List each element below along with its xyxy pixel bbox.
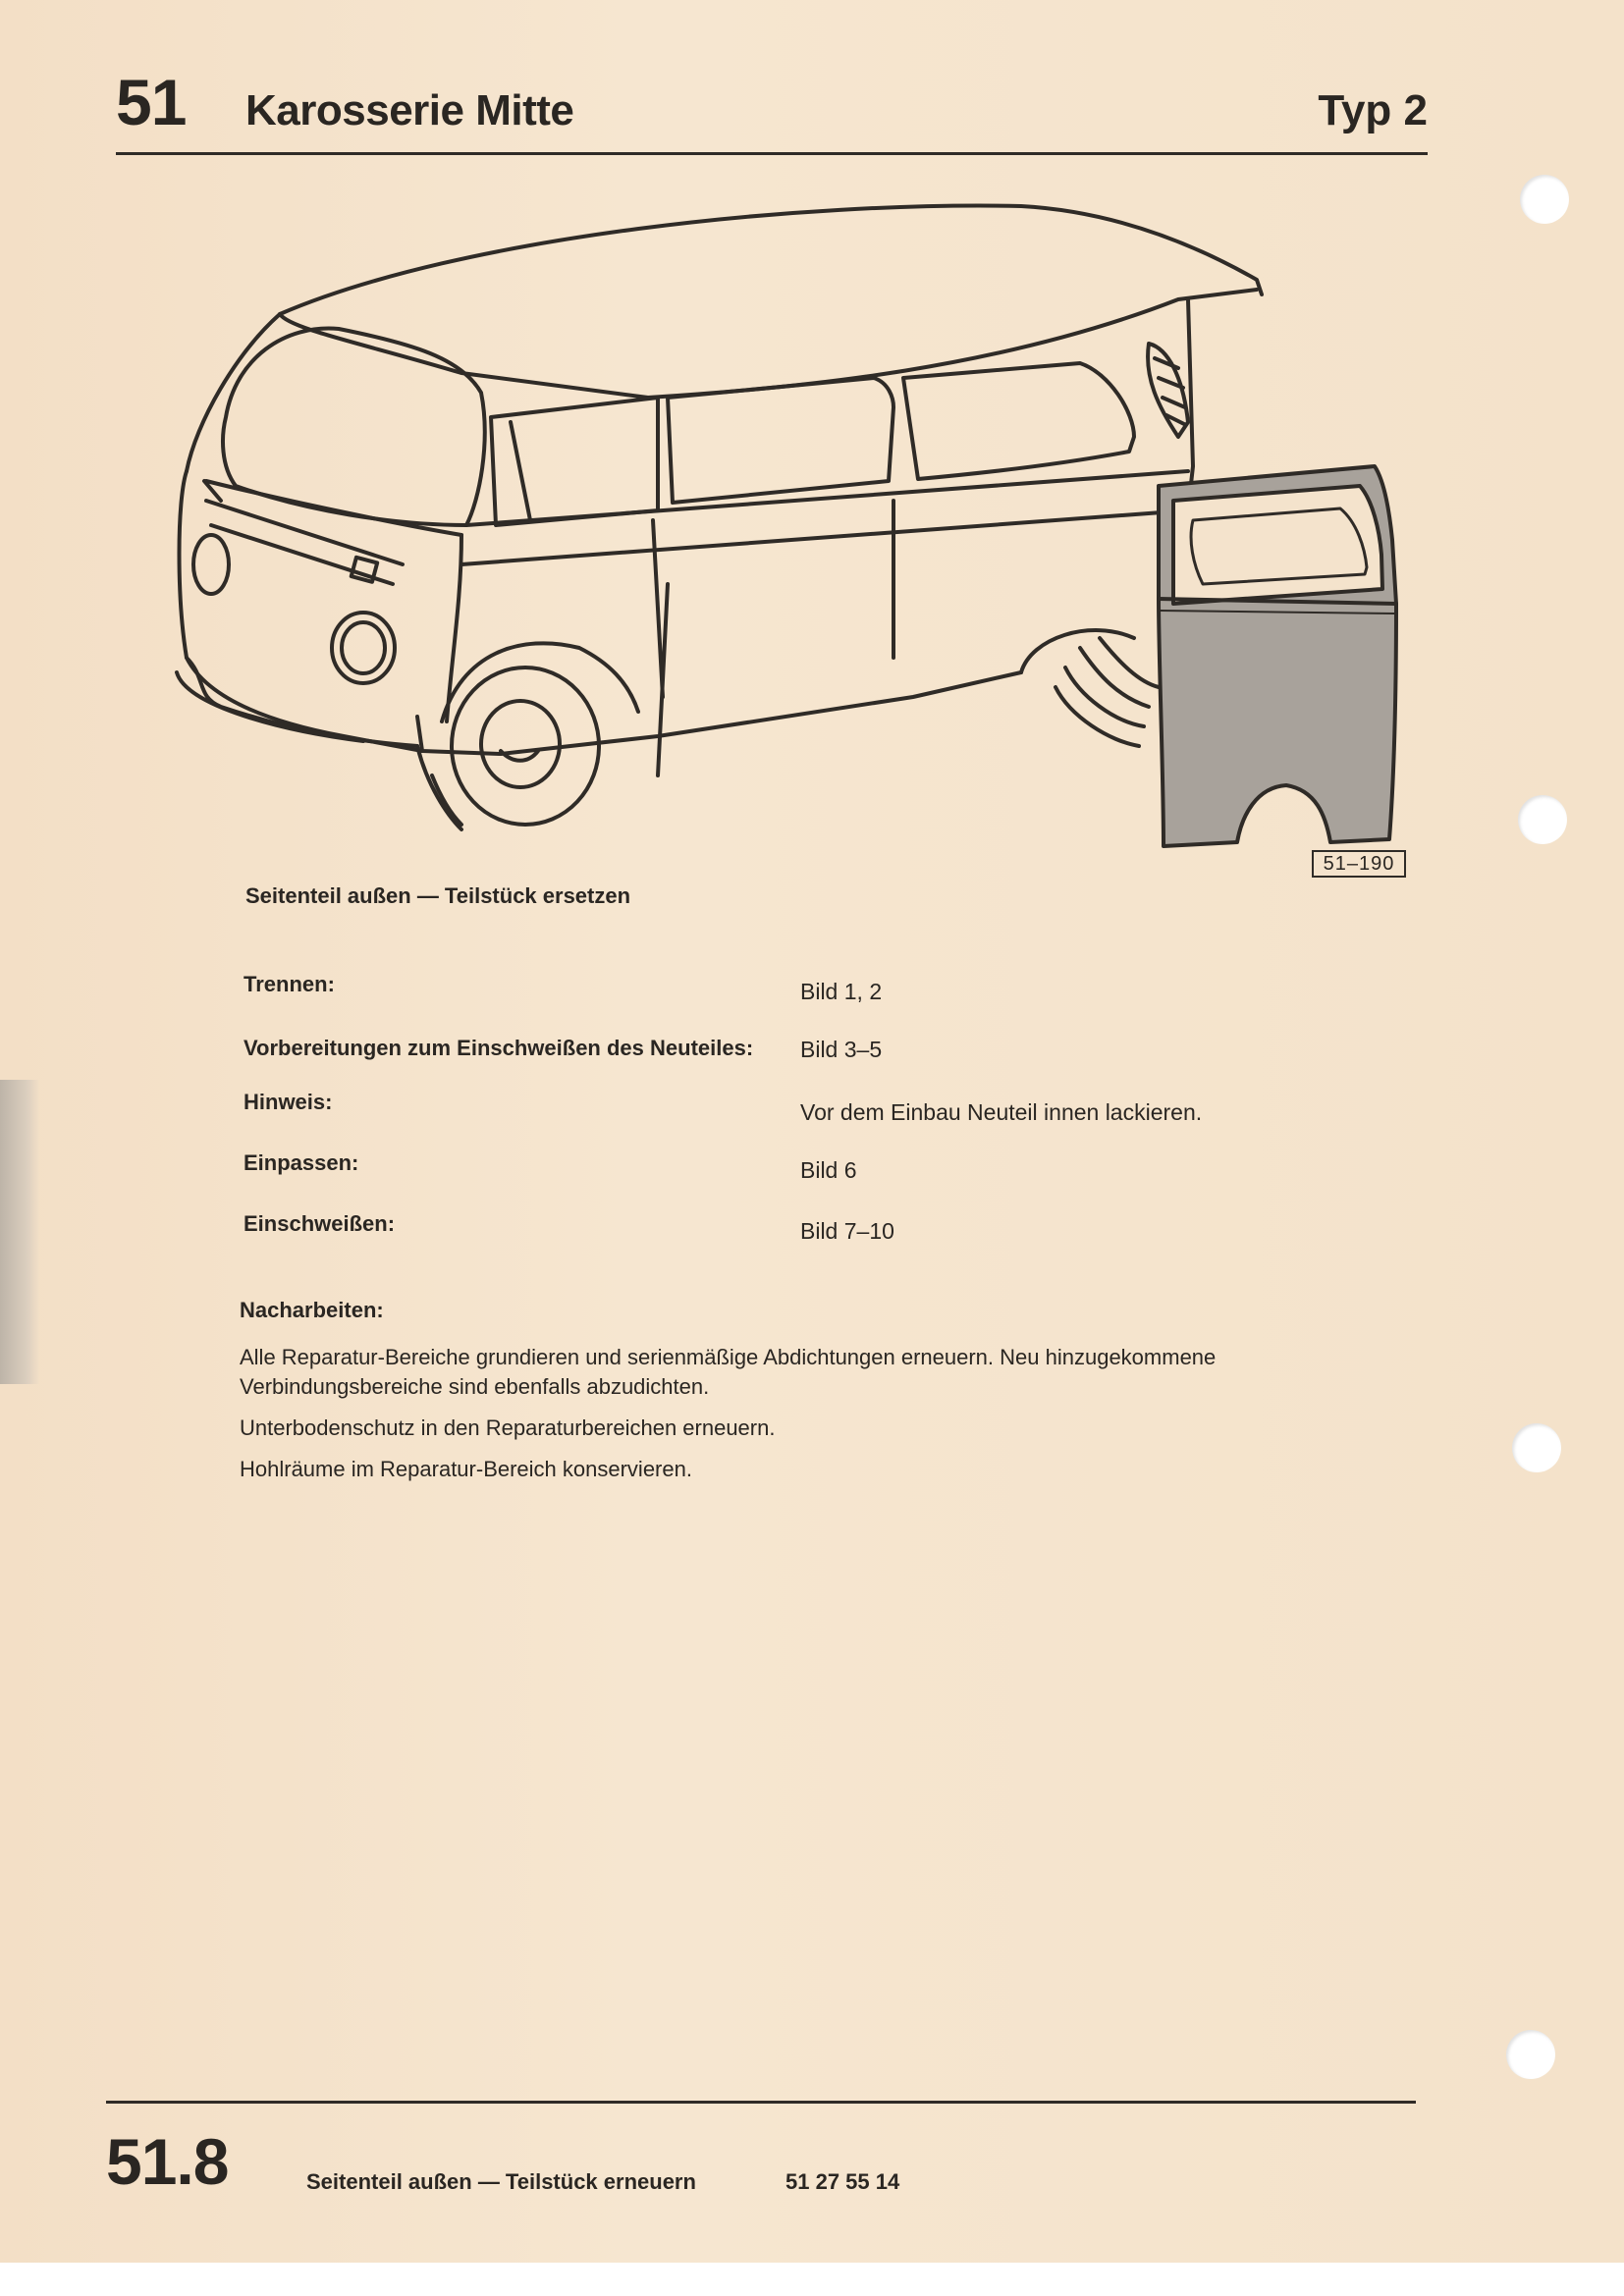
figure-code: 51–190	[1312, 850, 1406, 878]
page-number: 51.8	[106, 2125, 229, 2198]
step-value: Bild 3–5	[800, 1037, 883, 1062]
model-label: Typ 2	[1318, 86, 1428, 134]
section-number: 51	[116, 66, 187, 138]
section-title: Karosserie Mitte	[245, 86, 574, 134]
vw-bus-side-panel-illustration	[167, 187, 1424, 893]
step-label: Hinweis:	[244, 1090, 333, 1114]
step-label: Trennen:	[244, 972, 335, 996]
nacharbeiten-paragraph: Hohlräume im Reparatur-Bereich konservieren.	[240, 1457, 692, 1481]
nacharbeiten-heading: Nacharbeiten:	[240, 1298, 384, 1322]
punch-hole	[1518, 795, 1567, 844]
footer-title: Seitenteil außen — Teilstück erneuern	[306, 2169, 696, 2194]
step-label: Einpassen:	[244, 1150, 359, 1175]
step-value: Bild 1, 2	[800, 979, 883, 1004]
nacharbeiten-paragraph: Alle Reparatur-Bereiche grundieren und serienmäßige Abdichtungen erneuern. Neu hinzugekommene Verbindungsbereiche sind ebenfalls abzudichten.	[240, 1345, 1217, 1399]
punch-hole	[1512, 1423, 1561, 1472]
scan-bottom-margin	[0, 2263, 1624, 2296]
footer-rule	[106, 2101, 1416, 2104]
step-label: Vorbereitungen zum Einschweißen des Neuteiles:	[244, 1036, 754, 1060]
figure-caption: Seitenteil außen — Teilstück ersetzen	[245, 883, 631, 908]
scan-edge-shadow	[0, 1080, 39, 1384]
footer-code: 51 27 55 14	[785, 2169, 900, 2194]
step-value: Bild 7–10	[800, 1218, 894, 1244]
step-label: Einschweißen:	[244, 1211, 396, 1236]
punch-hole	[1506, 2030, 1555, 2079]
step-value: Vor dem Einbau Neuteil innen lackieren.	[800, 1099, 1203, 1125]
punch-hole	[1520, 175, 1569, 224]
step-value: Bild 6	[800, 1157, 857, 1183]
header-rule	[116, 152, 1428, 155]
nacharbeiten-paragraph: Unterbodenschutz in den Reparaturbereichen erneuern.	[240, 1415, 776, 1440]
